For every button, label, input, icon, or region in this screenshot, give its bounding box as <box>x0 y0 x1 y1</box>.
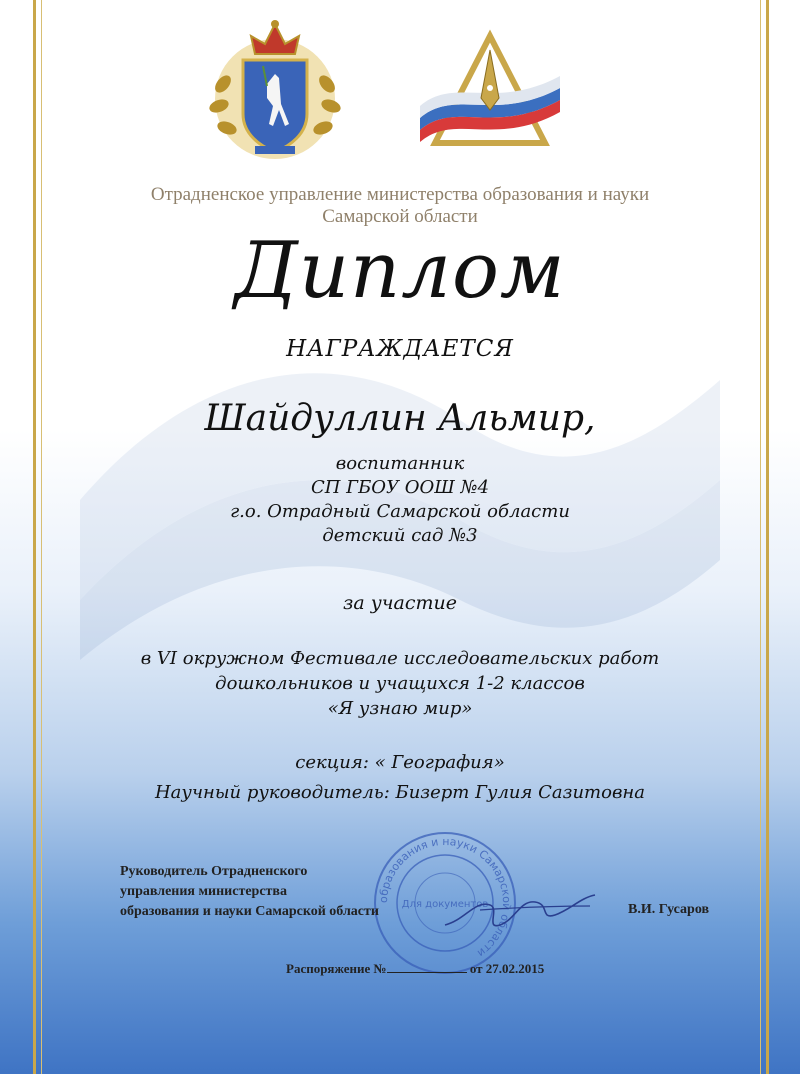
signer-title-line-3: образования и науки Самарской области <box>120 904 379 919</box>
festival-line-2: дошкольников и учащихся 1-2 классов <box>215 673 585 694</box>
order-line <box>286 960 544 977</box>
recipient-name: Шайдуллин Альмир, <box>204 398 596 439</box>
stamp-ring-text: образования и науки Самарской области <box>376 834 514 960</box>
diploma-title: Диплом <box>234 226 566 316</box>
recipient-school: СП ГБОУ ООШ №4 <box>310 477 490 498</box>
supervisor-text: Научный руководитель: Бизерт Гулия Сазитовна <box>154 782 646 803</box>
section-text: секция: « География» <box>295 752 505 773</box>
stamp-center-text: Для документов <box>401 899 489 910</box>
festival-line-3: «Я узнаю мир» <box>327 698 473 719</box>
organization-line-1: Отрадненское управление министерства образования и науки <box>150 184 650 205</box>
pen-nib-logo-icon <box>415 28 565 153</box>
coat-of-arms-icon <box>205 14 345 164</box>
organization-line-2: Самарской области <box>322 206 478 227</box>
order-number-blank <box>387 960 467 973</box>
awarded-heading: НАГРАЖДАЕТСЯ <box>286 336 514 362</box>
recipient-info <box>0 452 800 548</box>
order-date: от 27.02.2015 <box>466 961 545 976</box>
organization-header <box>0 184 800 228</box>
festival-description <box>0 646 800 721</box>
participation-text: за участие <box>342 592 458 614</box>
festival-line-1: в VI окружном Фестивале исследовательских работ <box>140 648 660 669</box>
signer-title <box>120 862 379 922</box>
signer-name: В.И. Гусаров <box>628 902 710 917</box>
recipient-city: г.о. Отрадный Самарской области <box>230 501 570 522</box>
signature-icon <box>440 880 600 940</box>
signer-title-line-2: управления министерства <box>120 884 287 899</box>
recipient-role: воспитанник <box>335 453 465 474</box>
order-prefix: Распоряжение № <box>286 961 387 976</box>
signer-title-line-1: Руководитель Отрадненского <box>120 864 308 879</box>
recipient-kindergarten: детский сад №3 <box>322 525 478 546</box>
